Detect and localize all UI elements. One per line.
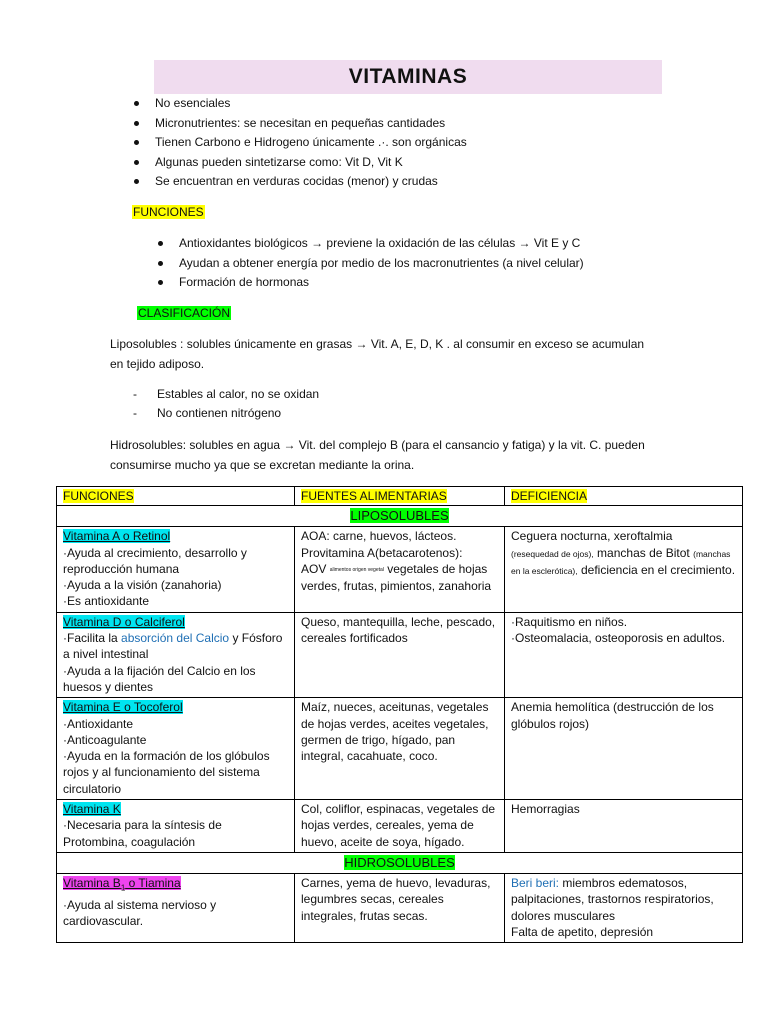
table-cell: Vitamina K ·Necesaria para la síntesis de Protombina, coagulación [57,800,295,853]
list-item: - No contienen nitrógeno [133,404,319,423]
funciones-heading: FUNCIONES [133,205,204,219]
column-header: FUNCIONES [57,487,295,506]
table-cell: Queso, mantequilla, leche, pescado, cereales fortificados [295,612,505,697]
list-item: Ayudan a obtener energía por medio de los macronutrientes (a nivel celular) [155,254,584,274]
vitamins-table [56,486,743,943]
vitamin-name: Vitamina D o Calciferol [63,614,185,629]
list-item: - Estables al calor, no se oxidan [133,385,319,404]
vitamin-name: Vitamina A o Retinol [63,529,171,544]
vitamin-name: Vitamina K [63,802,121,817]
vitamin-name: Vitamina $B_1$ o Tiamina [63,875,181,893]
table-row [57,527,743,612]
list-item: Algunas pueden sintetizarse como: Vit D, Vit K [131,153,467,173]
list-item: Formación de hormonas [155,273,584,293]
list-item: Se encuentran en verduras cocidas (menor) y crudas [131,172,467,192]
table-cell: Anemia hemolítica (destrucción de los glóbulos rojos) [505,698,743,800]
table-cell: Vitamina D o Calciferol ·Facilita la absorción del Calcio y Fósforo a nivel intestinal ·Ayuda a la fijación del Calcio en los huesos y dientes [57,612,295,697]
table-cell: AOA: carne, huevos, lácteos. Provitamina A(betacarotenos): AOV alimentos origen vegetal vegetales de hojas verdes, frutas, pimientos, zanahoria [295,527,505,612]
group-row-liposolubles [57,506,743,527]
page-title: VITAMINAS [154,60,662,94]
column-header: DEFICIENCIA [505,487,743,506]
intro-bullet-list [131,94,467,192]
hidrosolubles-paragraph: Hidrosolubles: solubles en agua → Vit. del complejo B (para el cansancio y fatiga) y la vit. C. pueden consumirse mucho ya que se excretan mediante la orina. [110,438,645,472]
table-header-row [57,487,743,506]
table-row [57,698,743,800]
group-cell [57,506,743,527]
table-cell: Col, coliflor, espinacas, vegetales de hojas verdes, cereales, yema de huevo, aceite de soya, hígado. [295,800,505,853]
table-cell: Carnes, yema de huevo, levaduras, legumbres secas, cereales integrales, frutas secas. [295,873,505,942]
vitamin-name: Vitamina E o Tocoferol [63,700,183,715]
group-cell [57,852,743,873]
table-row [57,612,743,697]
table-cell: Hemorragias [505,800,743,853]
table-cell: ·Raquitismo en niños. ·Osteomalacia, osteoporosis en adultos. [505,612,743,697]
liposolubles-paragraph: Liposolubles : solubles únicamente en grasas → Vit. A, E, D, K . al consumir en exceso se acumulan en tejido adiposo. [110,337,645,371]
table-cell: Vitamina E o Tocoferol ·Antioxidante ·Anticoagulante ·Ayuda en la formación de los glóbulos rojos y al funcionamiento del sistema circulatorio [57,698,295,800]
liposolubles-points [133,385,319,423]
table-cell: Vitamina $B_1$ o Tiamina ·Ayuda al sistema nervioso y cardiovascular. [57,873,295,942]
list-item: Micronutrientes: se necesitan en pequeñas cantidades [131,114,467,134]
column-header: FUENTES ALIMENTARIAS [295,487,505,506]
table-cell: Ceguera nocturna, xeroftalmia (resequedad de ojos), manchas de Bitot (manchas en la esclerótica), deficiencia en el crecimiento. [505,527,743,612]
group-label: LIPOSOLUBLES [350,508,449,524]
list-item: Antioxidantes biológicos → previene la oxidación de las células → Vit E y C [155,234,584,254]
list-item: No esenciales [131,94,467,114]
table-cell: Maíz, nueces, aceitunas, vegetales de hojas verdes, aceites vegetales, germen de trigo, hígado, pan integral, cacahuate, coco. [295,698,505,800]
funciones-bullet-list [155,234,584,293]
list-item: Tienen Carbono e Hidrogeno únicamente .·. son orgánicas [131,133,467,153]
group-row-hidrosolubles [57,852,743,873]
table-row [57,800,743,853]
table-cell: Vitamina A o Retinol ·Ayuda al crecimiento, desarrollo y reproducción humana ·Ayuda a la visión (zanahoria) ·Es antioxidante [57,527,295,612]
group-label: HIDROSOLUBLES [344,854,455,870]
table-cell: Beri beri: miembros edematosos, palpitaciones, trastornos respiratorios, dolores musculares Falta de apetito, depresión [505,873,743,942]
table-row [57,873,743,942]
clasificacion-heading: CLASIFICACIÓN [138,306,231,320]
